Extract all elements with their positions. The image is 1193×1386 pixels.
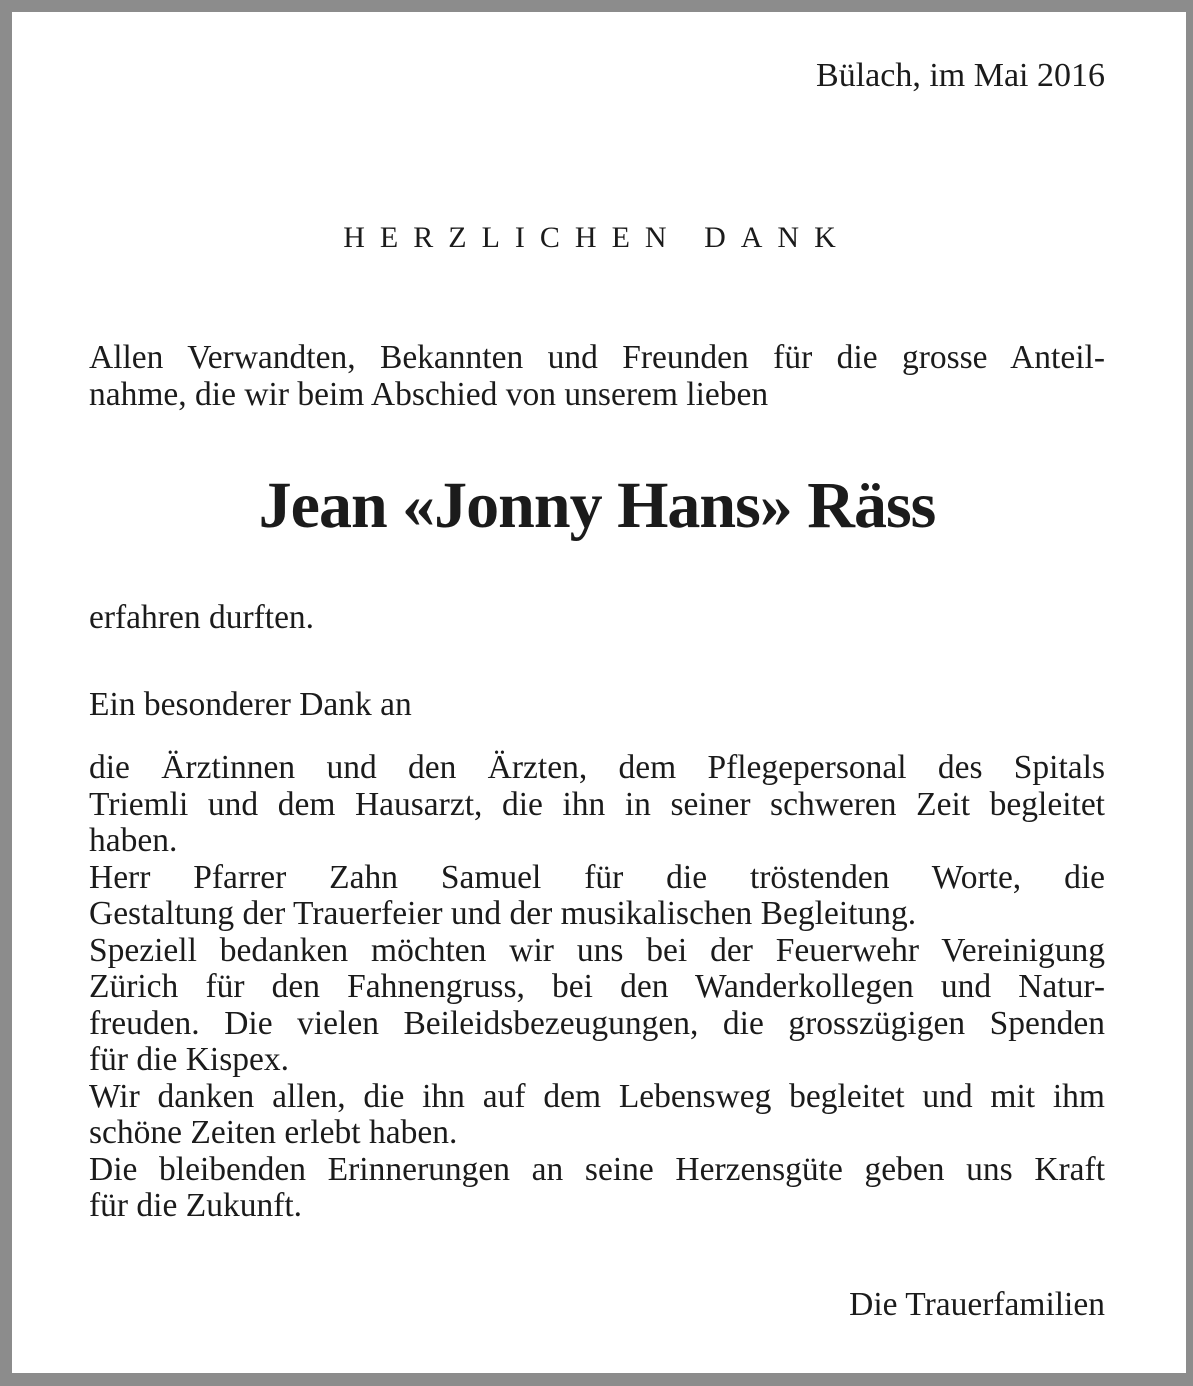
body-line: freuden. Die vielen Beileidsbezeugungen, die grosszügigen Spenden: [89, 1004, 1105, 1042]
intro-line: Allen Verwandten, Bekannten und Freunden für die grosse Anteil-: [89, 339, 1105, 376]
body-line: die Ärztinnen und den Ärzten, dem Pflegepersonal des Spitals: [89, 749, 1105, 786]
deceased-name: Jean «Jonny Hans» Räss: [258, 469, 936, 542]
place-date: Bülach, im Mai 2016: [816, 57, 1105, 94]
thanks-intro: Ein besonderer Dank an: [89, 686, 412, 723]
signature: Die Trauerfamilien: [849, 1286, 1105, 1323]
notice-heading: HERZLICHEN DANK: [343, 221, 851, 254]
body-line: Speziell bedanken möchten wir uns bei der Feuerwehr Vereinigung: [89, 931, 1105, 969]
body-line: Wir danken allen, die ihn auf dem Lebensweg begleitet und mit ihm: [89, 1077, 1105, 1115]
intro-paragraph: [89, 340, 1105, 413]
body-line: Gestaltung der Trauerfeier und der musikalischen Begleitung.: [89, 895, 917, 932]
thanks-body: [89, 750, 1105, 1225]
body-line: für die Zukunft.: [89, 1187, 303, 1224]
intro-line: nahme, die wir beim Abschied von unserem lieben: [89, 375, 769, 413]
body-line: Herr Pfarrer Zahn Samuel für die tröstenden Worte, die: [89, 858, 1105, 896]
after-name-text: erfahren durften.: [89, 599, 315, 636]
body-line: für die Kispex.: [89, 1041, 290, 1078]
body-line: Zürich für den Fahnengruss, bei den Wanderkollegen und Natur-: [89, 968, 1105, 1005]
body-line: Triemli und dem Hausarzt, die ihn in seiner schweren Zeit begleitet: [89, 785, 1105, 823]
body-line: schöne Zeiten erlebt haben.: [89, 1114, 458, 1151]
body-line: Die bleibenden Erinnerungen an seine Herzensgüte geben uns Kraft: [89, 1150, 1105, 1188]
body-line: haben.: [89, 822, 178, 859]
